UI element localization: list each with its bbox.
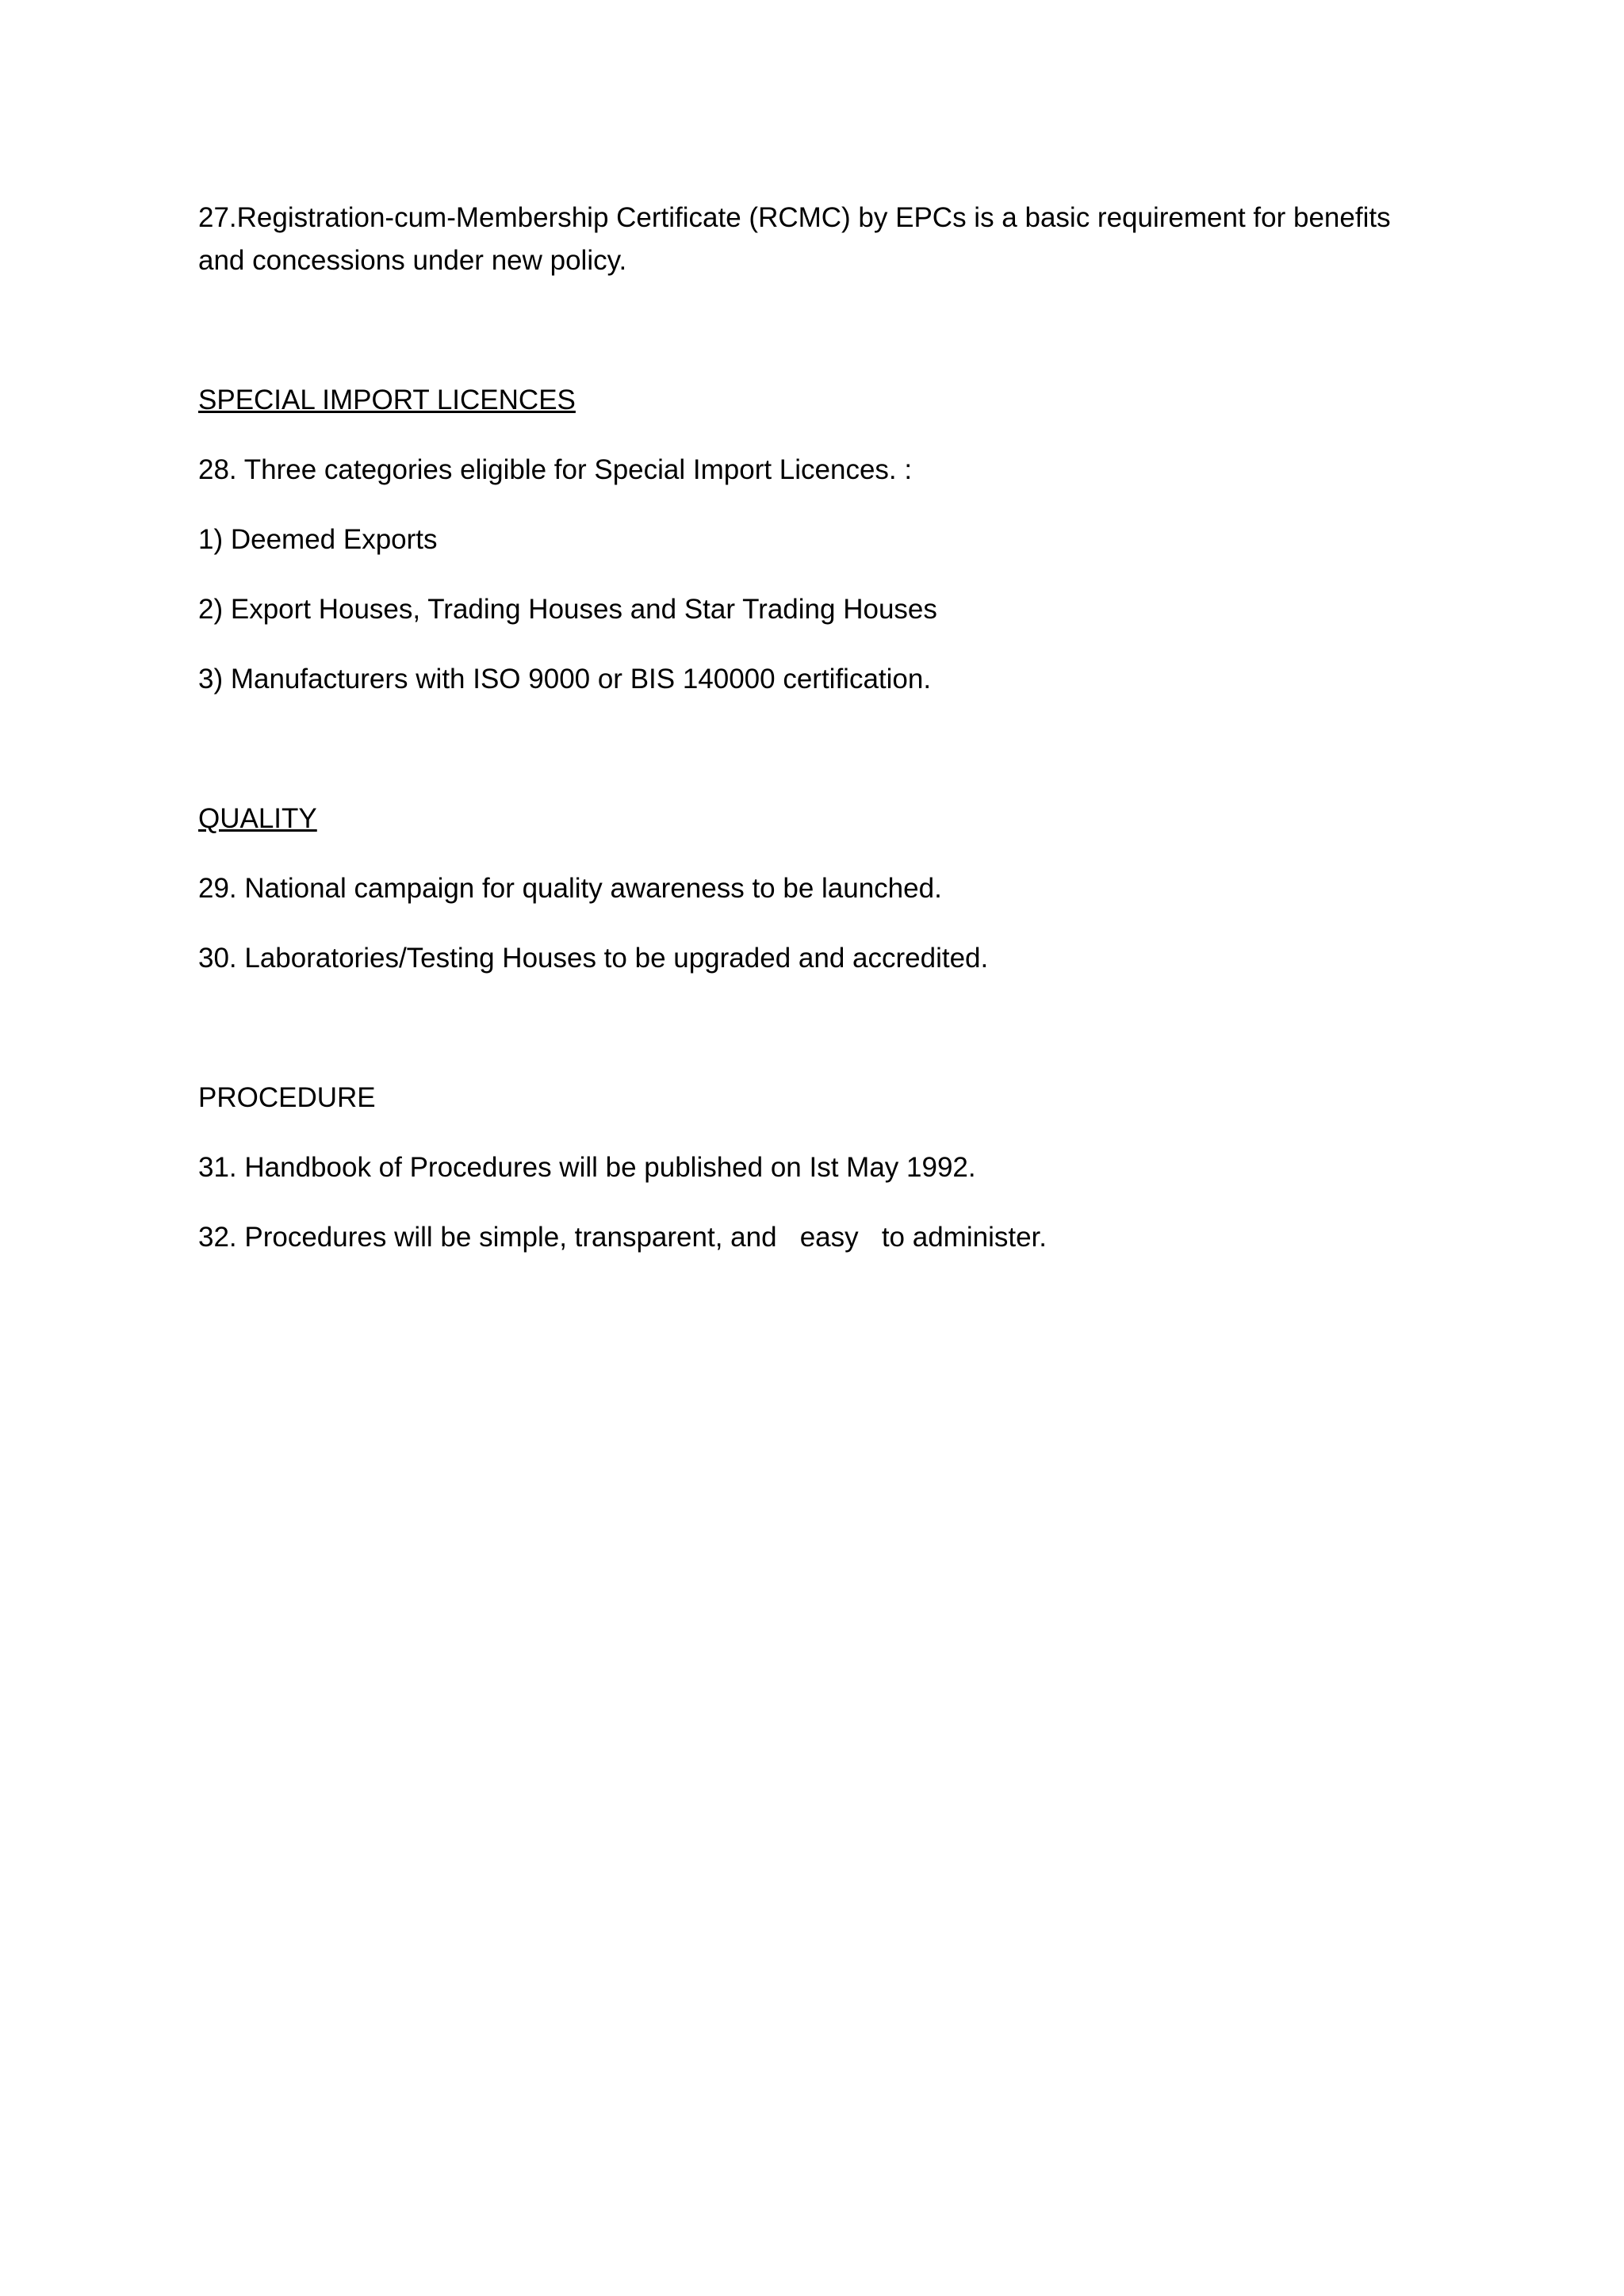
document-body [198,197,1435,1259]
list-item-export-houses: 2) Export Houses, Trading Houses and Star Trading Houses [198,594,937,625]
heading-procedure: PROCEDURE [198,1082,376,1113]
item-31: 31. Handbook of Procedures will be published on Ist May 1992. [198,1152,976,1183]
item-32: 32. Procedures will be simple, transparent, and easy to administer. [198,1222,1047,1253]
heading-quality: QUALITY [198,803,317,834]
item-29: 29. National campaign for quality awareness to be launched. [198,873,942,904]
item-27: 27.Registration-cum-Membership Certificate (RCMC) by EPCs is a basic requirement for benefits and concessions under new policy. [198,202,1399,276]
list-item-manufacturers: 3) Manufacturers with ISO 9000 or BIS 140000 certification. [198,664,932,695]
list-item-deemed-exports: 1) Deemed Exports [198,524,438,555]
item-28: 28. Three categories eligible for Special Import Licences. : [198,454,913,485]
heading-special-import-licences: SPECIAL IMPORT LICENCES [198,385,576,415]
item-30: 30. Laboratories/Testing Houses to be upgraded and accredited. [198,943,989,974]
